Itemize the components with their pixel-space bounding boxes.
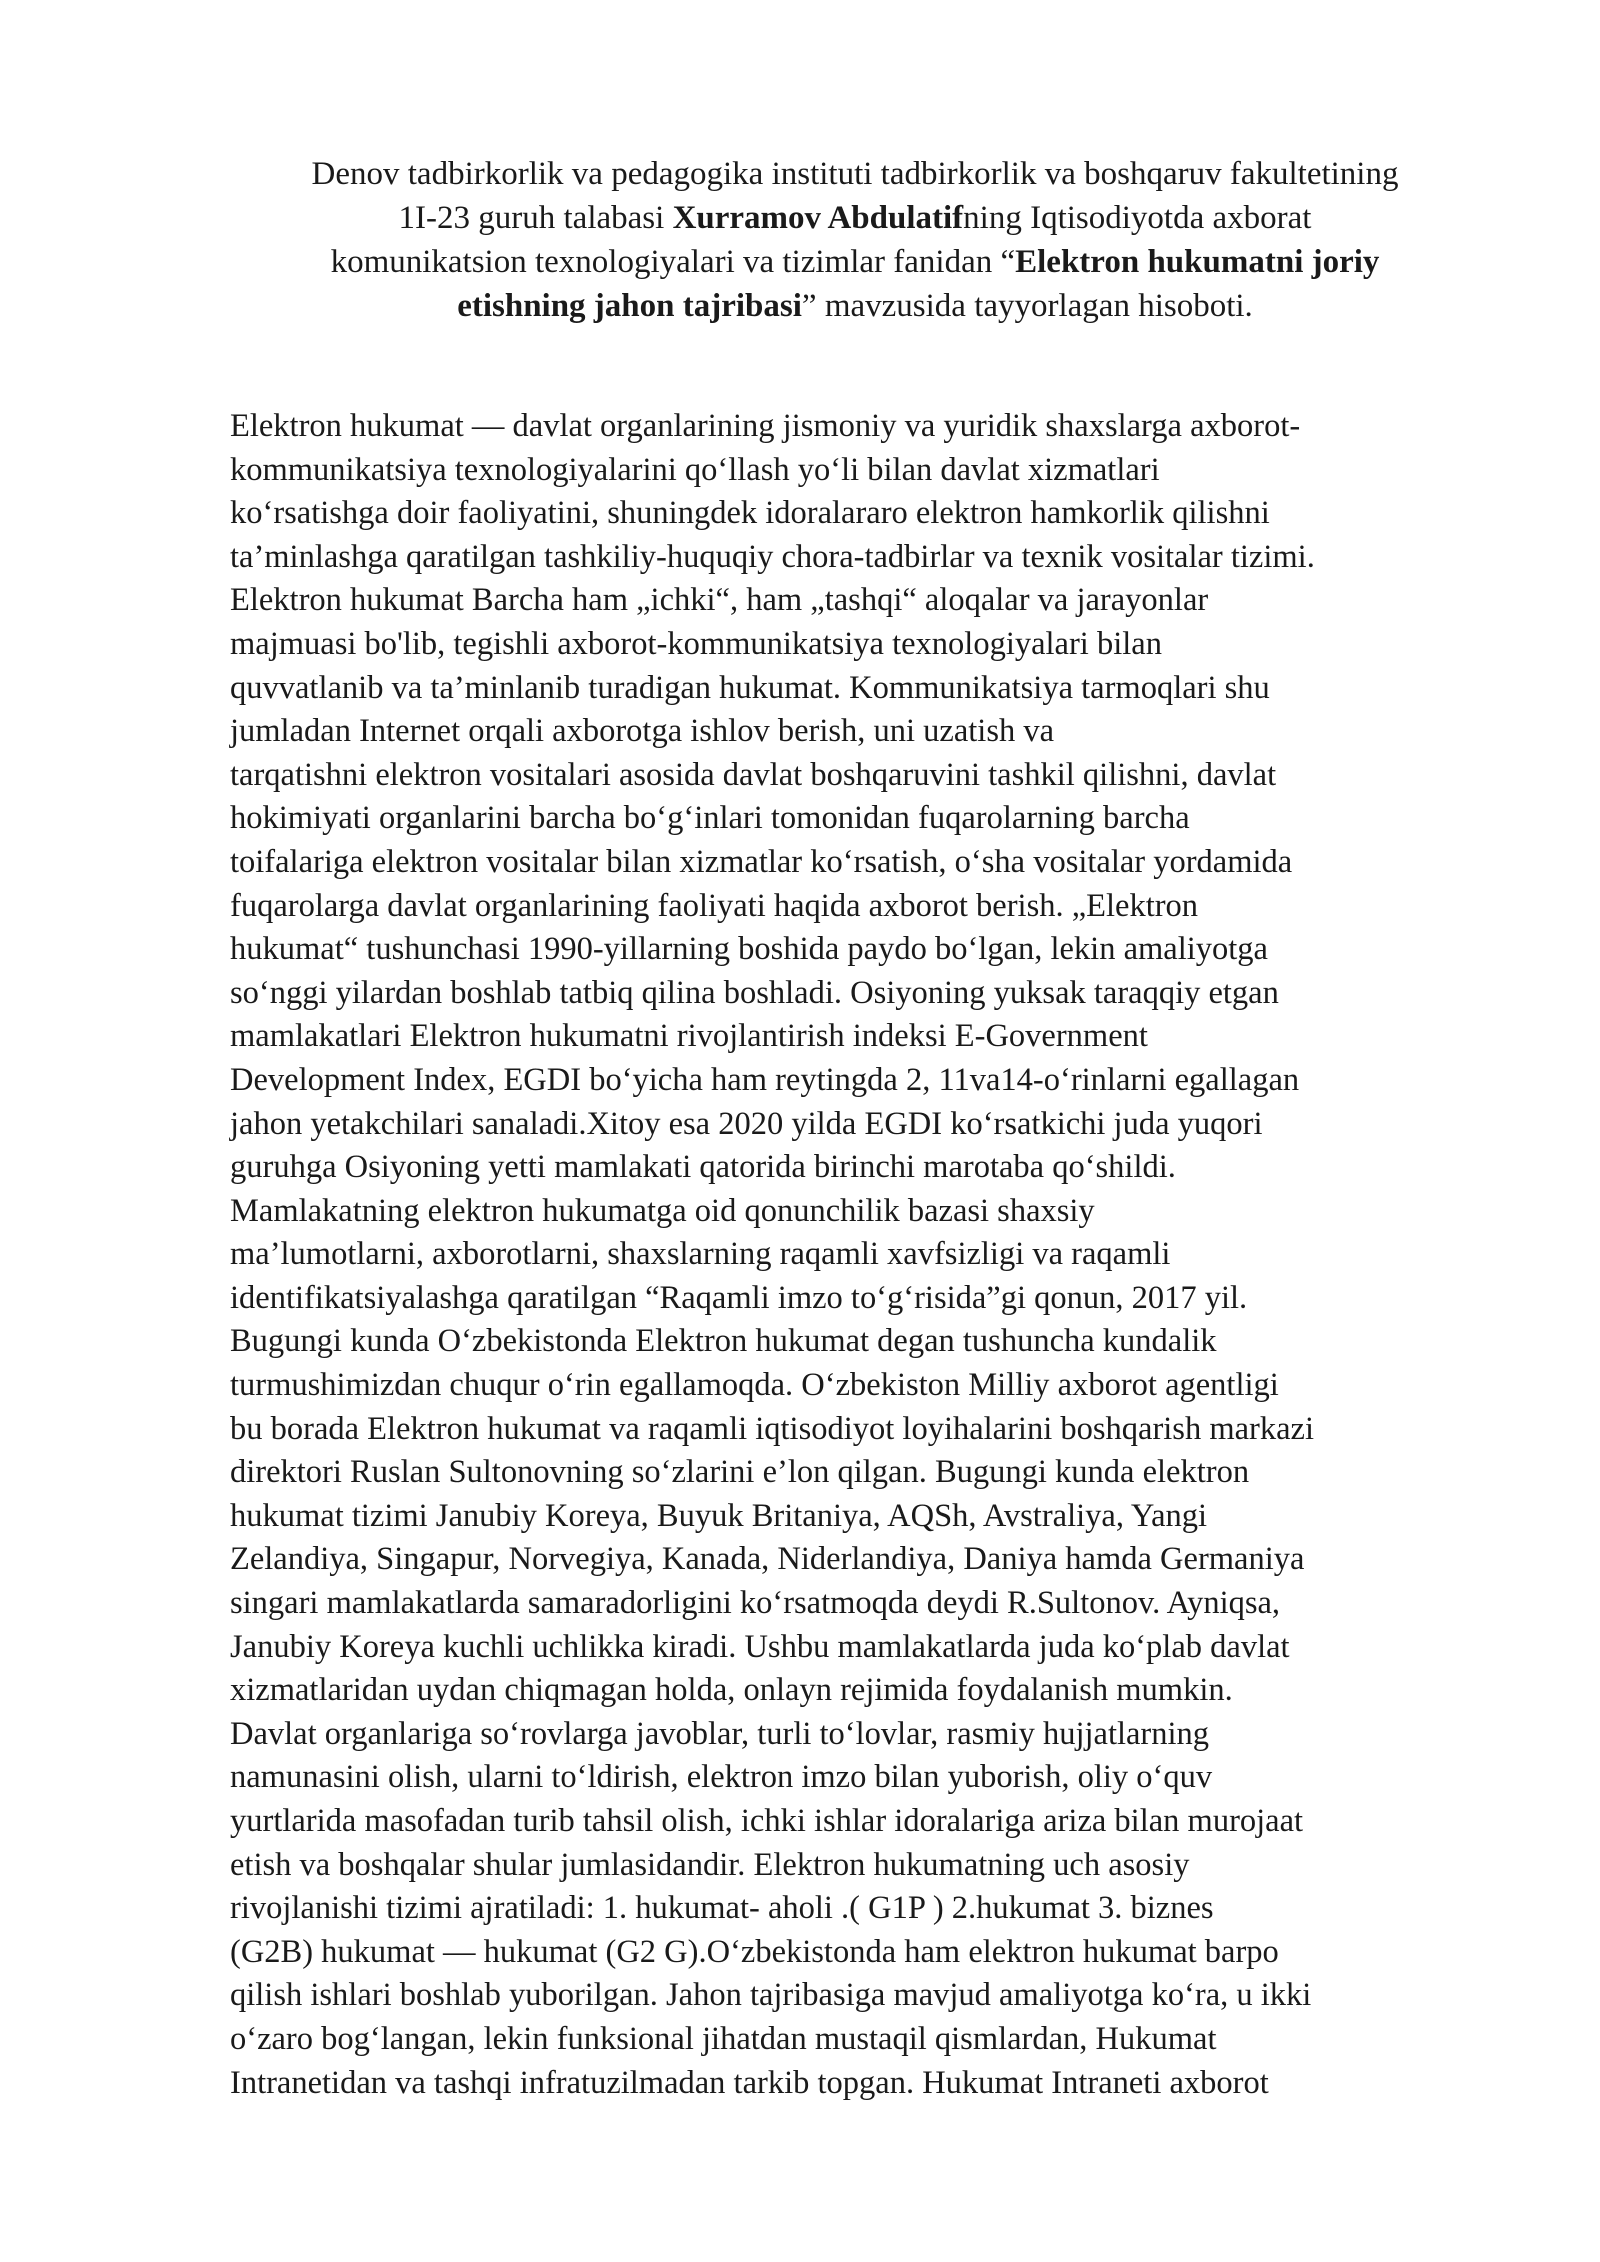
body-line: (G2B) hukumat — hukumat (G2 G).O‘zbekistonda ham elektron hukumat barpo xyxy=(230,1933,1279,1970)
body-line: Elektron hukumat Barcha ham „ichki“, ham „tashqi“ aloqalar va jarayonlar xyxy=(230,582,1209,619)
body-line: etish va boshqalar shular jumlasidandir. Elektron hukumatning uch asosiy xyxy=(230,1846,1190,1883)
topic-title-part-1: Elektron hukumatni joriy xyxy=(1015,244,1380,280)
body-line: jumladan Internet orqali axborotga ishlov berish, uni uzatish va xyxy=(230,713,1055,750)
body-line: kommunikatsiya texnologiyalarini qo‘llash yo‘li bilan davlat xizmatlari xyxy=(230,451,1160,488)
body-line: singari mamlakatlarda samaradorligini ko‘rsatmoqda deydi R.Sultonov. Ayniqsa, xyxy=(230,1585,1281,1622)
body-line: mamlakatlari Elektron hukumatni rivojlantirish indeksi E-Government xyxy=(230,1018,1148,1055)
body-line: hukumat“ tushunchasi 1990-yillarning boshida paydo bo‘lgan, lekin amaliyotga xyxy=(230,931,1268,968)
heading-line-3 xyxy=(210,240,1500,284)
body-line: jahon yetakchilari sanaladi.Xitoy esa 2020 yilda EGDI ko‘rsatkichi juda yuqori xyxy=(230,1105,1263,1142)
heading-line-1: Denov tadbirkorlik va pedagogika instituti tadbirkorlik va boshqaruv fakultetining xyxy=(311,156,1399,192)
body-line: fuqarolarga davlat organlarining faoliyati haqida axborot berish. „Elektron xyxy=(230,887,1199,924)
student-name: Xurramov Abdulatif xyxy=(672,200,964,236)
body-line: quvvatlanib va ta’minlanib turadigan hukumat. Kommunikatsiya tarmoqlari shu xyxy=(230,669,1270,706)
body-line: Development Index, EGDI bo‘yicha ham reytingda 2, 11va14-o‘rinlarni egallagan xyxy=(230,1061,1300,1098)
body-line: yurtlarida masofadan turib tahsil olish, ichki ishlar idoralariga ariza bilan murojaat xyxy=(230,1803,1304,1839)
topic-title-part-2: etishning jahon tajribasi xyxy=(457,288,802,324)
heading-line-4 xyxy=(210,284,1500,328)
body-line: guruhga Osiyoning yetti mamlakati qatorida birinchi marotaba qo‘shildi. xyxy=(230,1149,1176,1186)
body-line: Bugungi kunda O‘zbekistonda Elektron hukumat degan tushuncha kundalik xyxy=(230,1323,1217,1360)
body-line: ta’minlashga qaratilgan tashkiliy-huquqiy chora-tadbirlar va texnik vositalar tizimi. xyxy=(230,538,1315,575)
body-line: toifalariga elektron vositalar bilan xizmatlar ko‘rsatish, o‘sha vositalar yordamida xyxy=(230,843,1293,880)
body-line: hukumat tizimi Janubiy Koreya, Buyuk Britaniya, AQSh, Avstraliya, Yangi xyxy=(230,1497,1208,1534)
body-line: qilish ishlari boshlab yuborilgan. Jahon tajribasiga mavjud amaliyotga ko‘ra, u ikki xyxy=(230,1977,1312,2014)
body-line: ma’lumotlarni, axborotlarni, shaxslarning raqamli xavfsizligi va raqamli xyxy=(230,1236,1171,1273)
body-line: Zelandiya, Singapur, Norvegiya, Kanada, Niderlandiya, Daniya hamda Germaniya xyxy=(230,1541,1305,1578)
body-paragraph xyxy=(230,405,1530,2105)
body-line: Mamlakatning elektron hukumatga oid qonunchilik bazasi shaxsiy xyxy=(230,1192,1095,1229)
heading-line-4-suffix: ” mavzusida tayyorlagan hisoboti. xyxy=(801,288,1253,324)
body-line: namunasini olish, ularni to‘ldirish, elektron imzo bilan yuborish, oliy o‘quv xyxy=(230,1759,1213,1796)
body-line: Davlat organlariga so‘rovlarga javoblar, turli to‘lovlar, rasmiy hujjatlarning xyxy=(230,1715,1210,1752)
body-line: direktori Ruslan Sultonovning so‘zlarini e’lon qilgan. Bugungi kunda elektron xyxy=(230,1454,1250,1491)
body-line: turmushimizdan chuqur o‘rin egallamoqda. O‘zbekiston Milliy axborot agentligi xyxy=(230,1367,1279,1404)
body-line: xizmatlaridan uydan chiqmagan holda, onlayn rejimida foydalanish mumkin. xyxy=(230,1672,1233,1709)
body-line: bu borada Elektron hukumat va raqamli iqtisodiyot loyihalarini boshqarish markazi xyxy=(230,1410,1314,1447)
heading-line-2-prefix: 1I-23 guruh talabasi xyxy=(398,200,673,236)
body-line: ko‘rsatishga doir faoliyatini, shuningdek idoralararo elektron hamkorlik qilishni xyxy=(230,495,1270,532)
body-line: hokimiyati organlarini barcha bo‘g‘inlari tomonidan fuqarolarning barcha xyxy=(230,800,1190,837)
body-line: identifikatsiyalashga qaratilgan “Raqamli imzo to‘g‘risida”gi qonun, 2017 yil. xyxy=(230,1279,1248,1316)
body-line: rivojlanishi tizimi ajratiladi: 1. hukumat- aholi .( G1P ) 2.hukumat 3. biznes xyxy=(230,1890,1214,1927)
heading-line-2-suffix: ning Iqtisodiyotda axborat xyxy=(963,200,1312,236)
body-line: Janubiy Koreya kuchli uchlikka kiradi. Ushbu mamlakatlarda juda ko‘plab davlat xyxy=(230,1628,1290,1665)
body-line: so‘nggi yilardan boshlab tatbiq qilina boshladi. Osiyoning yuksak taraqqiy etgan xyxy=(230,974,1279,1011)
body-line: o‘zaro bog‘langan, lekin funksional jihatdan mustaqil qismlardan, Hukumat xyxy=(230,2020,1217,2057)
heading-line-2 xyxy=(210,196,1500,240)
body-line: majmuasi bo'lib, tegishli axborot-kommunikatsiya texnologiyalari bilan xyxy=(230,625,1162,662)
body-line: Intranetidan va tashqi infratuzilmadan tarkib topgan. Hukumat Intraneti axborot xyxy=(230,2064,1269,2101)
body-line: Elektron hukumat — davlat organlarining jismoniy va yuridik shaxslarga axborot- xyxy=(230,408,1301,444)
body-line: tarqatishni elektron vositalari asosida davlat boshqaruvini tashkil qilishni, davlat xyxy=(230,756,1277,793)
document-heading xyxy=(210,152,1500,328)
heading-line-3-prefix: komunikatsion texnologiyalari va tizimlar fanidan “ xyxy=(330,244,1016,280)
